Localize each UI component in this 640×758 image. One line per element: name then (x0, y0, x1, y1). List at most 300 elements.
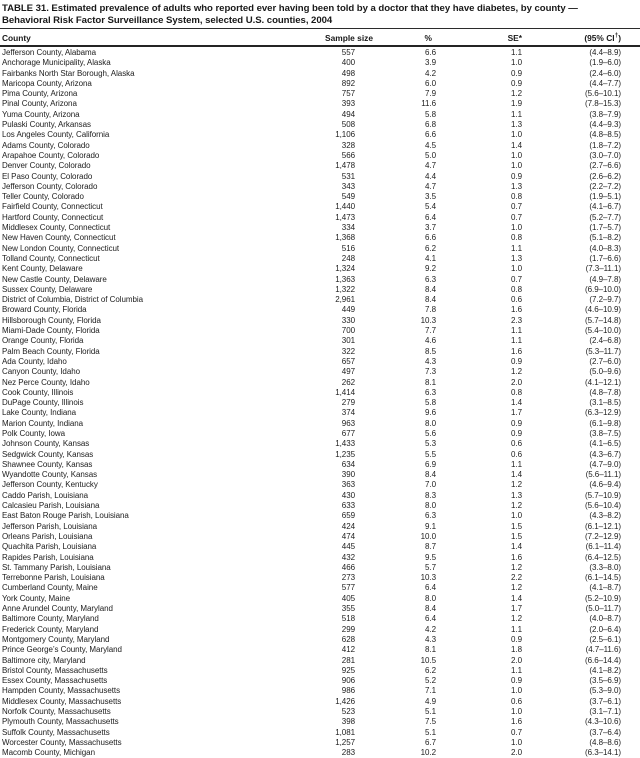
percent-cell: 8.3 (425, 490, 436, 500)
sample-size-cell: 1,433 (335, 439, 355, 449)
sample-size-cell: 700 (341, 326, 355, 336)
percent-cell: 5.3 (425, 439, 436, 449)
se-cell: 1.3 (511, 253, 522, 263)
se-cell: 0.9 (511, 356, 522, 366)
se-cell: 1.2 (511, 562, 522, 572)
percent-cell: 5.8 (425, 398, 436, 408)
ci-header-text: (95% CI (584, 33, 615, 43)
percent-cell: 5.4 (425, 202, 436, 212)
sample-size-cell: 405 (341, 593, 355, 603)
ci-cell: (6.3–12.9) (585, 408, 621, 418)
table-row (0, 707, 640, 717)
ci-cell: (5.6–10.4) (585, 501, 621, 511)
county-cell: Suffolk County, Massachusetts (2, 727, 110, 737)
county-cell: Pinal County, Arizona (2, 99, 77, 109)
column-header-percent: % (424, 33, 432, 43)
county-cell: Tolland County, Connecticut (2, 253, 100, 263)
ci-cell: (4.8–8.5) (589, 130, 621, 140)
table-row (0, 614, 640, 624)
sample-size-cell: 424 (341, 521, 355, 531)
county-cell: Polk County, Iowa (2, 428, 66, 438)
ci-header-close-paren: ) (618, 33, 621, 43)
percent-cell: 3.5 (425, 192, 436, 202)
table-row (0, 316, 640, 326)
se-cell: 0.6 (511, 439, 522, 449)
se-cell: 1.3 (511, 181, 522, 191)
se-cell: 1.0 (511, 686, 522, 696)
sample-size-cell: 301 (341, 336, 355, 346)
percent-cell: 4.6 (425, 336, 436, 346)
table-row (0, 120, 640, 130)
ci-cell: (4.4–9.3) (589, 120, 621, 130)
ci-cell: (5.4–10.0) (585, 326, 621, 336)
sample-size-cell: 659 (341, 511, 355, 521)
county-cell: DuPage County, Illinois (2, 398, 84, 408)
table-row (0, 99, 640, 109)
ci-cell: (3.0–7.0) (589, 150, 621, 160)
table-row (0, 388, 640, 398)
se-cell: 0.9 (511, 78, 522, 88)
county-cell: Middlesex County, Massachusetts (2, 696, 122, 706)
ci-cell: (5.6–11.1) (585, 470, 621, 480)
percent-cell: 6.6 (425, 48, 436, 57)
percent-cell: 7.8 (425, 305, 436, 315)
sample-size-cell: 498 (341, 68, 355, 78)
se-cell: 1.9 (511, 99, 522, 109)
ci-cell: (4.0–8.3) (589, 243, 621, 253)
se-cell: 0.7 (511, 202, 522, 212)
county-cell: Nez Perce County, Idaho (2, 377, 90, 387)
sample-size-cell: 363 (341, 480, 355, 490)
county-cell: Jefferson County, Kentucky (2, 480, 98, 490)
se-cell: 1.0 (511, 737, 522, 747)
se-cell: 1.2 (511, 367, 522, 377)
ci-cell: (1.8–7.2) (589, 140, 621, 150)
percent-cell: 4.7 (425, 181, 436, 191)
table-row (0, 254, 640, 264)
sample-size-cell: 1,426 (335, 696, 355, 706)
table-row (0, 501, 640, 511)
table-title-line2: Behavioral Risk Factor Surveillance System, selected U.S. counties, 2004 (2, 14, 333, 26)
se-cell: 0.8 (511, 192, 522, 202)
county-cell: New Castle County, Delaware (2, 274, 107, 284)
ci-cell: (4.7–11.6) (585, 645, 621, 655)
se-cell: 1.0 (511, 511, 522, 521)
se-cell: 1.1 (511, 459, 522, 469)
column-header-sample-size: Sample size (325, 33, 373, 43)
percent-cell: 11.6 (421, 99, 436, 109)
se-cell: 1.2 (511, 480, 522, 490)
county-cell: Wyandotte County, Kansas (2, 470, 98, 480)
percent-cell: 5.8 (425, 109, 436, 119)
percent-cell: 10.2 (420, 748, 436, 758)
se-cell: 0.9 (511, 634, 522, 644)
table-row (0, 728, 640, 738)
table-row (0, 326, 640, 336)
sample-size-cell: 1,473 (335, 212, 355, 222)
table-row (0, 285, 640, 295)
ci-cell: (7.2–12.9) (585, 531, 621, 541)
table-row (0, 398, 640, 408)
county-cell: Macomb County, Michigan (2, 748, 95, 758)
percent-cell: 5.1 (425, 707, 436, 716)
county-cell: Baltimore city, Maryland (2, 655, 86, 665)
table-row (0, 604, 640, 614)
percent-cell: 6.2 (425, 243, 436, 253)
percent-cell: 10.3 (420, 573, 436, 583)
sample-size-cell: 1,478 (335, 161, 355, 171)
table-row (0, 110, 640, 120)
sample-size-cell: 892 (341, 78, 355, 88)
county-cell: Yuma County, Arizona (2, 109, 80, 119)
county-cell: Shawnee County, Kansas (2, 459, 93, 469)
se-cell: 1.6 (511, 346, 522, 356)
sample-size-cell: 1,322 (335, 284, 355, 294)
county-cell: Pima County, Arizona (2, 89, 78, 99)
table-row (0, 182, 640, 192)
county-cell: Caddo Parish, Louisiana (2, 490, 89, 500)
county-cell: Hillsborough County, Florida (2, 315, 101, 325)
se-cell: 0.9 (511, 171, 522, 181)
county-cell: Fairbanks North Star Borough, Alaska (2, 68, 135, 78)
ci-cell: (2.0–6.4) (589, 624, 621, 634)
percent-cell: 5.7 (425, 562, 436, 572)
ci-cell: (1.9–6.0) (589, 58, 621, 68)
ci-cell: (5.1–8.2) (589, 233, 621, 243)
sample-size-cell: 1,324 (335, 264, 355, 274)
se-cell: 0.9 (511, 676, 522, 686)
se-cell: 1.1 (511, 243, 522, 253)
ci-cell: (5.2–7.7) (589, 212, 621, 222)
se-cell: 1.4 (511, 398, 522, 408)
county-cell: Essex County, Massachusetts (2, 676, 108, 686)
sample-size-cell: 400 (341, 58, 355, 68)
se-cell: 2.3 (511, 315, 522, 325)
se-cell: 1.0 (511, 707, 522, 716)
ci-cell: (3.8–7.9) (589, 109, 621, 119)
percent-cell: 10.5 (420, 655, 436, 665)
table-row (0, 717, 640, 727)
ci-cell: (5.7–14.8) (585, 315, 621, 325)
county-cell: Pulaski County, Arkansas (2, 120, 91, 130)
county-cell: Baltimore County, Maryland (2, 614, 99, 624)
percent-cell: 4.1 (425, 253, 436, 263)
se-cell: 1.2 (511, 614, 522, 624)
se-cell: 2.2 (511, 573, 522, 583)
se-cell: 1.7 (511, 604, 522, 614)
table-row (0, 573, 640, 583)
ci-cell: (7.3–11.1) (585, 264, 621, 274)
county-cell: Terrebonne Parish, Louisiana (2, 573, 105, 583)
ci-cell: (1.9–5.1) (589, 192, 621, 202)
se-cell: 1.6 (511, 717, 522, 727)
table-row (0, 244, 640, 254)
county-cell: Canyon County, Idaho (2, 367, 81, 377)
ci-cell: (4.1–6.7) (589, 202, 621, 212)
percent-cell: 3.7 (425, 223, 436, 233)
sample-size-cell: 322 (341, 346, 355, 356)
se-cell: 0.8 (511, 233, 522, 243)
sample-size-cell: 1,414 (335, 387, 355, 397)
sample-size-cell: 518 (341, 614, 355, 624)
percent-cell: 5.6 (425, 428, 436, 438)
county-cell: Calcasieu Parish, Louisiana (2, 501, 100, 511)
ci-cell: (2.4–6.8) (589, 336, 621, 346)
se-cell: 0.9 (511, 68, 522, 78)
sample-size-cell: 1,363 (335, 274, 355, 284)
se-cell: 1.3 (511, 490, 522, 500)
ci-cell: (2.7–6.0) (589, 356, 621, 366)
ci-cell: (4.1–8.2) (589, 665, 621, 675)
percent-cell: 8.5 (425, 346, 436, 356)
se-cell: 1.1 (511, 336, 522, 346)
table-row (0, 408, 640, 418)
sample-size-cell: 412 (341, 645, 355, 655)
percent-cell: 6.0 (425, 78, 436, 88)
ci-cell: (6.3–14.1) (585, 748, 621, 758)
ci-cell: (5.0–9.6) (589, 367, 621, 377)
table-row (0, 192, 640, 202)
sample-size-cell: 474 (341, 531, 355, 541)
table-row (0, 151, 640, 161)
se-cell: 1.0 (511, 223, 522, 233)
county-cell: Johnson County, Kansas (2, 439, 90, 449)
ci-cell: (3.3–8.0) (589, 562, 621, 572)
county-cell: Anne Arundel County, Maryland (2, 604, 113, 614)
sample-size-cell: 925 (341, 665, 355, 675)
sample-size-cell: 330 (341, 315, 355, 325)
se-cell: 1.4 (511, 593, 522, 603)
se-cell: 1.2 (511, 501, 522, 511)
ci-cell: (6.1–14.5) (585, 573, 621, 583)
percent-cell: 9.6 (425, 408, 436, 418)
sample-size-cell: 449 (341, 305, 355, 315)
se-cell: 1.3 (511, 120, 522, 130)
county-cell: Maricopa County, Arizona (2, 78, 92, 88)
table-row (0, 172, 640, 182)
percent-cell: 4.4 (425, 171, 436, 181)
county-cell: Montgomery County, Maryland (2, 634, 110, 644)
se-cell: 1.2 (511, 583, 522, 593)
table-row (0, 645, 640, 655)
percent-cell: 6.8 (425, 120, 436, 130)
table-row (0, 625, 640, 635)
sample-size-cell: 633 (341, 501, 355, 511)
se-cell: 2.0 (511, 748, 522, 758)
ci-cell: (3.8–7.5) (589, 428, 621, 438)
column-header-ci (525, 33, 640, 43)
table-row (0, 264, 640, 274)
se-cell: 0.8 (511, 387, 522, 397)
ci-cell: (6.1–9.8) (589, 418, 621, 428)
county-cell: Sedgwick County, Kansas (2, 449, 94, 459)
se-cell: 1.1 (511, 665, 522, 675)
percent-cell: 8.4 (425, 284, 436, 294)
table-row (0, 470, 640, 480)
sample-size-cell: 374 (341, 408, 355, 418)
ci-cell: (3.5–6.9) (589, 676, 621, 686)
ci-cell: (6.9–10.0) (585, 284, 621, 294)
county-cell: Jefferson County, Colorado (2, 181, 98, 191)
ci-cell: (4.3–10.6) (585, 717, 621, 727)
percent-cell: 6.4 (425, 583, 436, 593)
county-cell: Prince George’s County, Maryland (2, 645, 122, 655)
table-row (0, 532, 640, 542)
percent-cell: 10.0 (420, 531, 436, 541)
table-row (0, 69, 640, 79)
ci-cell: (4.0–8.7) (589, 614, 621, 624)
sample-size-cell: 328 (341, 140, 355, 150)
county-cell: Broward County, Florida (2, 305, 87, 315)
sample-size-cell: 432 (341, 552, 355, 562)
table-row (0, 656, 640, 666)
percent-cell: 5.5 (425, 449, 436, 459)
county-cell: Jefferson Parish, Louisiana (2, 521, 98, 531)
ci-cell: (2.2–7.2) (589, 181, 621, 191)
percent-cell: 9.1 (425, 521, 436, 531)
county-cell: Hampden County, Massachusetts (2, 686, 121, 696)
ci-cell: (3.1–7.1) (589, 707, 621, 716)
percent-cell: 10.3 (420, 315, 436, 325)
sample-size-cell: 963 (341, 418, 355, 428)
table-row (0, 511, 640, 521)
county-cell: Hartford County, Connecticut (2, 212, 104, 222)
table-row (0, 563, 640, 573)
percent-cell: 8.4 (425, 470, 436, 480)
sample-size-cell: 1,257 (335, 737, 355, 747)
county-cell: District of Columbia, District of Columbia (2, 295, 144, 305)
ci-cell: (4.9–7.8) (589, 274, 621, 284)
county-cell: Orange County, Florida (2, 336, 84, 346)
table-title (0, 0, 640, 26)
se-cell: 0.9 (511, 428, 522, 438)
percent-cell: 4.2 (425, 624, 436, 634)
percent-cell: 6.9 (425, 459, 436, 469)
se-cell: 1.0 (511, 58, 522, 68)
table-header-row (0, 28, 640, 45)
ci-cell: (4.3–6.7) (589, 449, 621, 459)
county-cell: Anchorage Municipality, Alaska (2, 58, 111, 68)
county-cell: Norfolk County, Massachusetts (2, 707, 111, 716)
ci-cell: (6.1–12.1) (585, 521, 621, 531)
county-cell: Cumberland County, Maine (2, 583, 98, 593)
ci-cell: (2.6–6.2) (589, 171, 621, 181)
sample-size-cell: 516 (341, 243, 355, 253)
sample-size-cell: 986 (341, 686, 355, 696)
table-row (0, 748, 640, 758)
county-cell: St. Tammany Parish, Louisiana (2, 562, 111, 572)
se-cell: 0.6 (511, 696, 522, 706)
table-row (0, 89, 640, 99)
percent-cell: 5.1 (425, 727, 436, 737)
table-row (0, 542, 640, 552)
se-cell: 1.4 (511, 542, 522, 552)
percent-cell: 6.2 (425, 665, 436, 675)
se-cell: 1.5 (511, 521, 522, 531)
ci-cell: (4.7–9.0) (589, 459, 621, 469)
sample-size-cell: 628 (341, 634, 355, 644)
se-cell: 0.6 (511, 449, 522, 459)
county-cell: Middlesex County, Connecticut (2, 223, 111, 233)
se-cell: 1.0 (511, 150, 522, 160)
county-cell: Adams County, Colorado (2, 140, 90, 150)
sample-size-cell: 549 (341, 192, 355, 202)
sample-size-cell: 497 (341, 367, 355, 377)
ci-cell: (6.1–11.4) (585, 542, 621, 552)
ci-cell: (1.7–5.7) (589, 223, 621, 233)
percent-cell: 8.0 (425, 418, 436, 428)
ci-cell: (4.1–12.1) (585, 377, 621, 387)
county-cell: Arapahoe County, Colorado (2, 150, 100, 160)
county-cell: York County, Maine (2, 593, 71, 603)
ci-cell: (4.6–10.9) (585, 305, 621, 315)
county-cell: Rapides Parish, Louisiana (2, 552, 94, 562)
table-row (0, 583, 640, 593)
table-row (0, 697, 640, 707)
table-row (0, 305, 640, 315)
sample-size-cell: 273 (341, 573, 355, 583)
ci-cell: (5.3–11.7) (585, 346, 621, 356)
ci-cell: (6.6–14.4) (585, 655, 621, 665)
percent-cell: 7.3 (425, 367, 436, 377)
se-cell: 1.5 (511, 531, 522, 541)
ci-cell: (6.4–12.5) (585, 552, 621, 562)
percent-cell: 4.3 (425, 356, 436, 366)
ci-cell: (2.4–6.0) (589, 68, 621, 78)
table-row (0, 635, 640, 645)
county-cell: Cook County, Illinois (2, 387, 74, 397)
column-header-se: SE* (507, 33, 522, 43)
se-cell: 1.6 (511, 305, 522, 315)
se-cell: 0.7 (511, 274, 522, 284)
sample-size-cell: 906 (341, 676, 355, 686)
percent-cell: 8.0 (425, 501, 436, 511)
table-row (0, 347, 640, 357)
ci-cell: (4.4–8.9) (589, 48, 621, 57)
percent-cell: 7.0 (425, 480, 436, 490)
sample-size-cell: 757 (341, 89, 355, 99)
table-row (0, 336, 640, 346)
sample-size-cell: 248 (341, 253, 355, 263)
county-cell: Lake County, Indiana (2, 408, 77, 418)
table-row (0, 275, 640, 285)
table-row (0, 522, 640, 532)
percent-cell: 4.5 (425, 140, 436, 150)
se-cell: 1.4 (511, 470, 522, 480)
percent-cell: 8.4 (425, 604, 436, 614)
ci-cell: (7.2–9.7) (589, 295, 621, 305)
county-cell: Teller County, Colorado (2, 192, 84, 202)
table-row (0, 357, 640, 367)
table-row (0, 460, 640, 470)
county-cell: Miami-Dade County, Florida (2, 326, 100, 336)
percent-cell: 6.3 (425, 387, 436, 397)
table-row (0, 161, 640, 171)
ci-cell: (4.4–7.7) (589, 78, 621, 88)
ci-cell: (5.0–11.7) (585, 604, 621, 614)
ci-cell: (5.3–9.0) (589, 686, 621, 696)
county-cell: Sussex County, Delaware (2, 284, 93, 294)
se-cell: 1.0 (511, 130, 522, 140)
county-cell: Jefferson County, Alabama (2, 48, 97, 57)
percent-cell: 3.9 (425, 58, 436, 68)
county-cell: El Paso County, Colorado (2, 171, 93, 181)
percent-cell: 8.0 (425, 593, 436, 603)
se-cell: 1.1 (511, 624, 522, 634)
county-cell: East Baton Rouge Parish, Louisiana (2, 511, 129, 521)
ci-cell: (4.1–6.5) (589, 439, 621, 449)
ci-cell: (1.7–6.6) (589, 253, 621, 263)
